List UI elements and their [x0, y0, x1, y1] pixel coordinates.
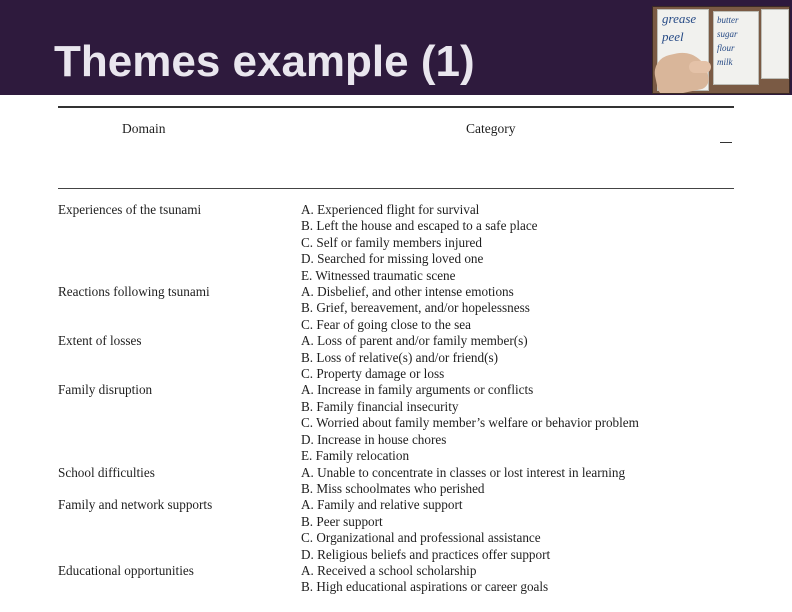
table-row [58, 284, 734, 333]
category-item: B. Miss schoolmates who perished [301, 480, 485, 496]
category-cell [301, 563, 734, 596]
category-item: E. Witnessed traumatic scene [301, 267, 456, 283]
category-item: C. Worried about family member’s welfare or behavior problem [301, 415, 639, 431]
category-item: C. Property damage or loss [301, 366, 445, 382]
thumb-image [689, 61, 711, 73]
photo-card-text: milk [717, 57, 733, 67]
title-bar [0, 0, 792, 95]
category-cell [301, 465, 734, 498]
category-item: C. Self or family members injured [301, 234, 482, 250]
category-item: A. Loss of parent and/or family member(s) [301, 333, 528, 349]
category-item: B. Peer support [301, 513, 383, 529]
category-cell [301, 202, 734, 284]
category-item: C. Organizational and professional assistance [301, 530, 541, 546]
domain-cell: Family and network supports [58, 497, 213, 513]
domain-cell: Family disruption [58, 382, 153, 398]
recipe-cards-photo [652, 6, 790, 94]
category-item: B. Left the house and escaped to a safe place [301, 218, 538, 234]
photo-card-text: flour [717, 43, 735, 53]
category-item: A. Family and relative support [301, 497, 463, 513]
photo-card-right [761, 9, 789, 79]
header-dash [720, 142, 732, 143]
table-body [58, 202, 734, 596]
table-header-rule [58, 188, 734, 189]
category-item: B. Loss of relative(s) and/or friend(s) [301, 349, 499, 365]
domain-cell: Educational opportunities [58, 562, 194, 578]
photo-card-text: grease [662, 11, 697, 26]
photo-card-text: sugar [717, 29, 738, 39]
category-item: A. Received a school scholarship [301, 562, 477, 578]
table-row [58, 465, 734, 498]
category-item: D. Increase in house chores [301, 431, 447, 447]
domain-cell: School difficulties [58, 464, 155, 480]
category-item: A. Disbelief, and other intense emotions [301, 284, 514, 300]
category-item: C. Fear of going close to the sea [301, 316, 471, 332]
category-item: B. High educational aspirations or career goals [301, 579, 549, 595]
domain-cell: Extent of losses [58, 333, 142, 349]
category-cell [301, 333, 734, 382]
category-item: B. Grief, bereavement, and/or hopelessness [301, 300, 530, 316]
photo-card-text: butter [717, 15, 739, 25]
table-row [58, 497, 734, 563]
themes-table [58, 106, 734, 606]
slide-title: Themes example (1) [54, 37, 475, 86]
photo-card-text: peel [662, 29, 684, 44]
table-row [58, 333, 734, 382]
header-domain: Domain [122, 121, 166, 136]
table-top-rule [58, 106, 734, 108]
category-item: E. Family relocation [301, 448, 410, 464]
category-item: D. Searched for missing loved one [301, 251, 484, 267]
domain-cell: Experiences of the tsunami [58, 202, 202, 217]
category-item: A. Increase in family arguments or conflicts [301, 382, 534, 398]
table-row [58, 202, 734, 284]
category-item: A. Unable to concentrate in classes or lost interest in learning [301, 464, 626, 480]
category-cell [301, 284, 734, 333]
photo-card-middle [713, 11, 759, 85]
category-item: D. Religious beliefs and practices offer support [301, 546, 551, 562]
table-row [58, 563, 734, 596]
category-cell [301, 382, 734, 464]
category-item: A. Experienced flight for survival [301, 202, 480, 217]
domain-cell: Reactions following tsunami [58, 284, 210, 300]
category-cell [301, 497, 734, 563]
category-item: B. Family financial insecurity [301, 398, 459, 414]
table-row [58, 382, 734, 464]
header-category: Category [466, 121, 516, 136]
